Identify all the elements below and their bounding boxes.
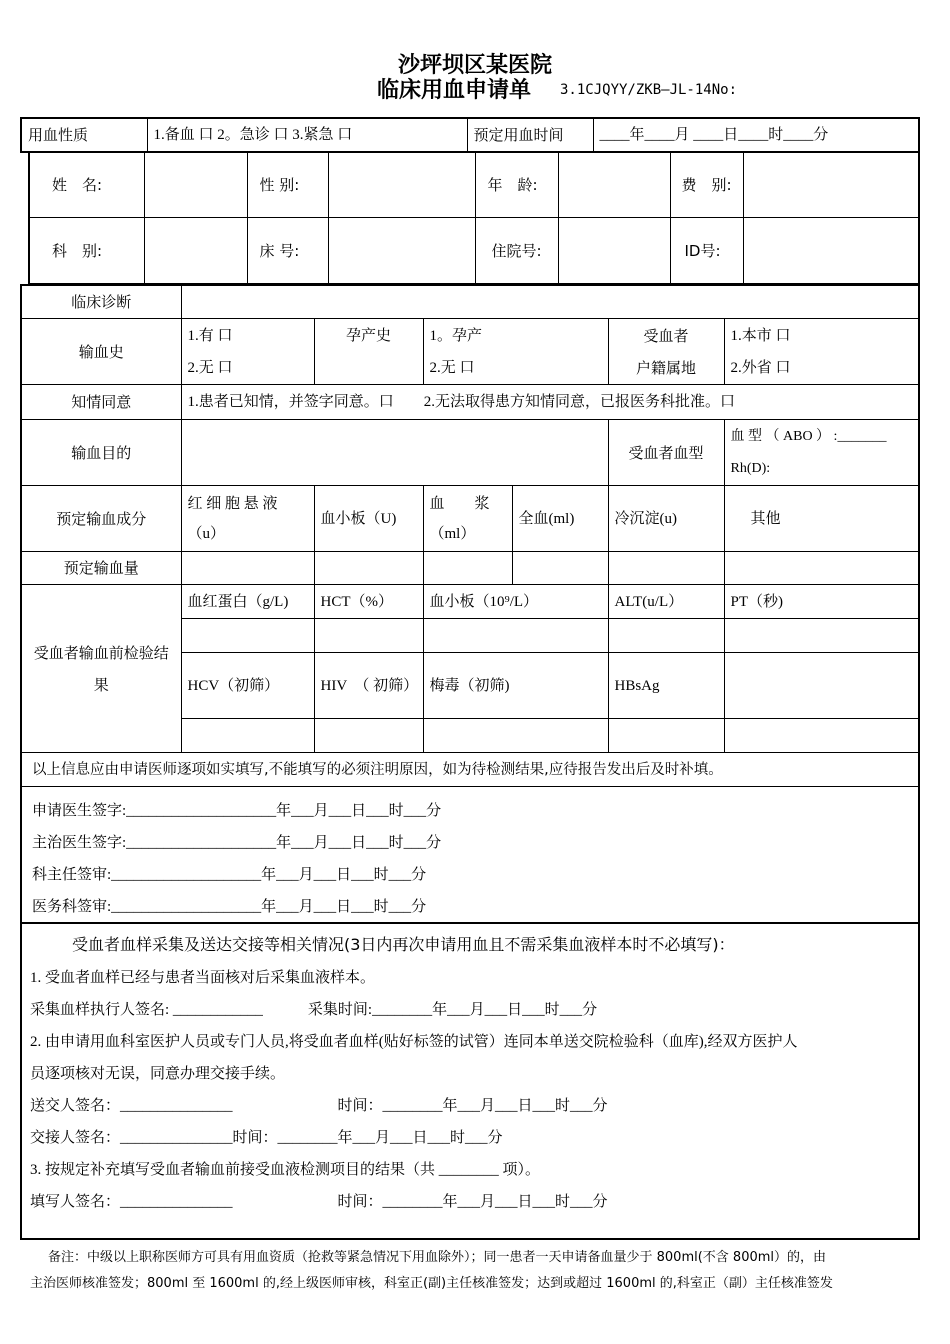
name-value[interactable] — [144, 153, 247, 218]
gender-value[interactable] — [328, 153, 475, 218]
age-label: 年 龄: — [475, 153, 558, 218]
form-title: 临床用血申请单 — [377, 78, 532, 103]
pretest-label: 受血者输血前检验结果 — [21, 585, 181, 753]
bed-value[interactable] — [328, 218, 475, 284]
component-other: 其他 — [724, 486, 919, 552]
component-rbc: 红 细 胞 悬 液（u） — [181, 486, 314, 552]
abo-value[interactable]: 血 型 （ ABO ） :_______ — [730, 428, 887, 444]
component-cryo: 冷沉淀(u) — [608, 486, 724, 552]
footnote-line1: 备注：中级以上职称医师方可具有用血资质（抢救等紧急情况下用血除外）；同一患者一天申请备血量少于 800ml(不含 800ml）的，由 — [48, 1250, 827, 1265]
nature-table — [20, 117, 920, 153]
pretest-plt-value[interactable] — [423, 619, 608, 653]
volume-platelet[interactable] — [314, 552, 423, 585]
pretest-hbsag: HBsAg — [608, 653, 724, 719]
handover-line-2b: 员逐项核对无误，同意办理交接手续。 — [30, 1066, 286, 1082]
diagnosis-label: 临床诊断 — [21, 285, 181, 319]
pregnancy-yes[interactable]: 1。孕产 — [429, 327, 483, 344]
handover-line-1: 1. 受血者血样已经与患者当面核对后采集血液样本。 — [30, 970, 376, 986]
domicile-other[interactable]: 2.外省 口 — [730, 359, 791, 376]
handover-sender-sign[interactable]: 送交人签名：_______________ 时间：________年___月___日___时___分 — [30, 1098, 608, 1114]
fee-value[interactable] — [743, 153, 919, 218]
history-yes[interactable]: 1.有 口 — [187, 327, 233, 344]
volume-rbc[interactable] — [181, 552, 314, 585]
age-value[interactable] — [558, 153, 670, 218]
handover-lines — [30, 962, 914, 1218]
volume-wholeblood[interactable] — [512, 552, 608, 585]
pretest-hct-value[interactable] — [314, 619, 423, 653]
pretest-hiv-value[interactable] — [314, 719, 423, 753]
time-label: 预定用血时间 — [467, 118, 593, 152]
pretest-extra — [724, 653, 919, 719]
pretest-alt-value[interactable] — [608, 619, 724, 653]
dept-label: 科 别: — [29, 218, 144, 284]
consent-text[interactable]: 1.患者已知情，并签字同意。口 2.无法取得患方知情同意，已报医务科批准。口 — [181, 385, 919, 420]
pregnancy-label: 孕产史 — [314, 319, 423, 385]
dept-value[interactable] — [144, 218, 247, 284]
domicile-label-line1: 受血者 — [643, 326, 689, 345]
volume-plasma[interactable] — [423, 552, 512, 585]
handover-block — [20, 922, 920, 1240]
domicile-options[interactable] — [724, 319, 919, 385]
pretest-hb: 血红蛋白（g/L) — [181, 585, 314, 619]
volume-label: 预定输血量 — [21, 552, 181, 585]
footnote-line2: 主治医师核准签发；800ml 至 1600ml 的,经上级医师审核，科室正(副)主任核准签发；达到或超过 1600ml 的,科室正（副）主任核准签发 — [30, 1276, 833, 1291]
clinical-table — [20, 284, 920, 924]
handover-receiver-sign[interactable]: 交接人签名：_______________时间：________年___月___日___时___分 — [30, 1130, 503, 1146]
diagnosis-value[interactable] — [181, 285, 919, 319]
handover-filler-sign[interactable]: 填写人签名：_______________ 时间：________年___月___日___时___分 — [30, 1194, 608, 1210]
pretest-syphilis: 梅毒（初筛) — [423, 653, 608, 719]
domicile-label — [608, 319, 724, 385]
pregnancy-no[interactable]: 2.无 口 — [429, 359, 475, 376]
handover-title: 受血者血样采集及送达交接等相关情况(3日内再次申请用血且不需采集血液样本时不必填写)： — [72, 935, 735, 954]
pretest-hcv: HCV（初筛） — [181, 653, 314, 719]
blood-type-value[interactable] — [724, 420, 919, 486]
consent-label: 知情同意 — [21, 385, 181, 420]
sig-attending[interactable]: 主治医生签字:____________________年___月___日___时___分 — [32, 835, 442, 851]
pretest-extra-value[interactable] — [724, 719, 919, 753]
rh-value[interactable]: Rh(D): — [730, 460, 771, 476]
gender-label: 性 别: — [247, 153, 328, 218]
nature-options[interactable]: 1.备血 口 2。急诊 口 3.紧急 口 — [147, 118, 467, 152]
footnote — [30, 1245, 920, 1297]
history-no[interactable]: 2.无 口 — [187, 359, 233, 376]
nature-label: 用血性质 — [21, 118, 147, 152]
fee-label: 费 别: — [670, 153, 743, 218]
history-label: 输血史 — [21, 319, 181, 385]
inpatient-label: 住院号: — [475, 218, 558, 284]
domicile-local[interactable]: 1.本市 口 — [730, 327, 791, 344]
purpose-label: 输血目的 — [21, 420, 181, 486]
sig-director[interactable]: 科主任签审:____________________年___月___日___时___分 — [32, 867, 427, 883]
handover-line-2: 2. 由申请用血科室医护人员或专门人员,将受血者血样(贴好标签的试管）连同本单送交院检验科（血库),经双方医护人 — [30, 1034, 798, 1050]
pretest-hbsag-value[interactable] — [608, 719, 724, 753]
sig-medical-affairs[interactable]: 医务科签审:____________________年___月___日___时___分 — [32, 899, 427, 915]
pregnancy-options[interactable] — [423, 319, 608, 385]
id-value[interactable] — [743, 218, 919, 284]
inpatient-value[interactable] — [558, 218, 670, 284]
purpose-value[interactable] — [181, 420, 608, 486]
volume-cryo[interactable] — [608, 552, 724, 585]
name-label: 姓 名: — [29, 153, 144, 218]
component-plasma: 血 浆（ml） — [423, 486, 512, 552]
pretest-alt: ALT(u/L） — [608, 585, 724, 619]
bed-label: 床 号: — [247, 218, 328, 284]
pretest-plt: 血小板（10⁹/L） — [423, 585, 608, 619]
component-platelet: 血小板（U) — [314, 486, 423, 552]
pretest-hct: HCT（%） — [314, 585, 423, 619]
pretest-hb-value[interactable] — [181, 619, 314, 653]
component-wholeblood: 全血(ml) — [512, 486, 608, 552]
patient-table — [28, 152, 920, 284]
form-code: 3.1CJQYY/ZKB—JL-14No: — [560, 82, 738, 98]
pretest-pt-value[interactable] — [724, 619, 919, 653]
pretest-syphilis-value[interactable] — [423, 719, 608, 753]
pretest-hiv: HIV （ 初筛） — [314, 653, 423, 719]
pretest-hcv-value[interactable] — [181, 719, 314, 753]
volume-other[interactable] — [724, 552, 919, 585]
id-label: ID号: — [670, 218, 743, 284]
blood-type-label: 受血者血型 — [608, 420, 724, 486]
signature-block — [21, 787, 919, 924]
history-options[interactable] — [181, 319, 314, 385]
handover-collector-sign[interactable]: 采集血样执行人签名: ____________ 采集时间:________年___月___日___时___分 — [30, 1002, 598, 1018]
time-value[interactable]: ____年____月 ____日____时____分 — [593, 118, 919, 152]
handover-line-3[interactable]: 3. 按规定补充填写受血者输血前接受血液检测项目的结果（共 ________ 项）。 — [30, 1162, 541, 1178]
pretest-pt: PT（秒) — [724, 585, 919, 619]
sig-applicant[interactable]: 申请医生签字:____________________年___月___日___时___分 — [32, 803, 442, 819]
components-label: 预定输血成分 — [21, 486, 181, 552]
notice-text: 以上信息应由申请医师逐项如实填写,不能填写的必须注明原因，如为待检测结果,应待报告发出后及时补填。 — [21, 753, 919, 787]
domicile-label-line2: 户籍属地 — [635, 358, 696, 377]
hospital-name: 沙坪坝区某医院 — [397, 53, 552, 78]
